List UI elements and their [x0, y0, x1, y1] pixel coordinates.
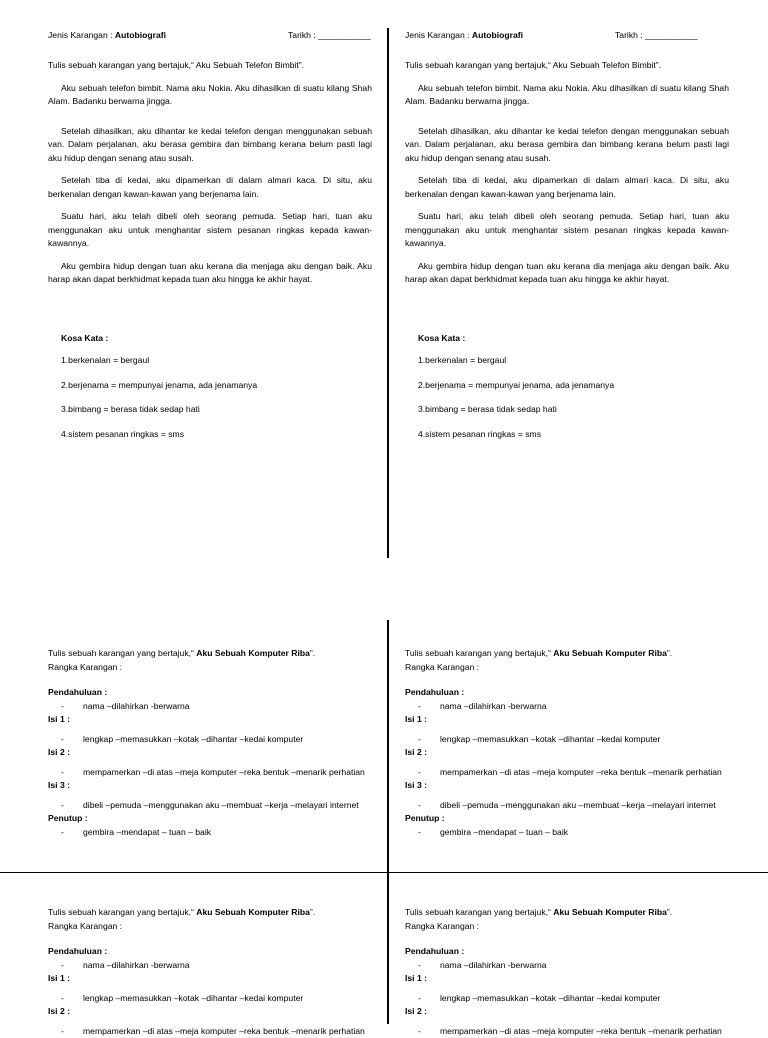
- date-field: [288, 29, 371, 43]
- outline-title: [405, 906, 735, 920]
- section-isi-1: Isi 1 :: [405, 972, 735, 986]
- outline-sheet: [48, 906, 378, 1038]
- outline-point-text: lengkap –memasukkan –kotak –dihantar –kedai komputer: [440, 993, 660, 1003]
- outline-point-text: nama –dilahirkan -berwarna: [440, 701, 547, 711]
- genre-value: Autobiografi: [115, 30, 166, 40]
- vertical-divider-top: [387, 28, 389, 558]
- section-penutup: Penutup :: [48, 812, 378, 826]
- bullet-dash: -: [418, 826, 421, 840]
- outline-title-suffix: ”.: [310, 907, 315, 917]
- section-pendahuluan: Pendahuluan :: [405, 945, 735, 959]
- outline-rangka: Rangka Karangan :: [405, 920, 735, 934]
- vocab-section: [405, 332, 729, 442]
- outline-point-text: mempamerkan –di atas –meja komputer –reka bentuk –menarik perhatian: [440, 767, 722, 777]
- bullet-dash: -: [418, 733, 421, 747]
- section-isi-2: Isi 2 :: [48, 1005, 378, 1019]
- outline-point-text: nama –dilahirkan -berwarna: [83, 960, 190, 970]
- outline-point-text: mempamerkan –di atas –meja komputer –reka bentuk –menarik perhatian: [83, 1026, 365, 1036]
- vocab-item: 2.berjenama = mempunyai jenama, ada jenamanya: [418, 379, 729, 393]
- horizontal-divider: [0, 872, 768, 873]
- bullet-dash: -: [61, 799, 64, 813]
- section-pendahuluan: Pendahuluan :: [48, 686, 378, 700]
- outline-title: [405, 647, 735, 661]
- vocab-item: 2.berjenama = mempunyai jenama, ada jenamanya: [61, 379, 372, 393]
- essay-paragraph: Setelah dihasilkan, aku dihantar ke kedai telefon dengan menggunakan sebuah van. Dalam perjalanan, aku berasa gembira dan bimbang kerana belum pasti lagi aku hidup dengan senang atau susah.: [48, 125, 372, 166]
- outline-point-text: mempamerkan –di atas –meja komputer –reka bentuk –menarik perhatian: [440, 1026, 722, 1036]
- essay-sheet-left: [48, 29, 372, 452]
- bullet-dash: -: [418, 992, 421, 1006]
- vocab-item: 1.berkenalan = bergaul: [418, 354, 729, 368]
- outline-point-text: lengkap –memasukkan –kotak –dihantar –kedai komputer: [83, 734, 303, 744]
- date-field: [615, 29, 698, 43]
- outline-point: [48, 1025, 378, 1038]
- outline-title-suffix: ”.: [667, 648, 672, 658]
- outline-point: [48, 959, 378, 973]
- section-isi-3: Isi 3 :: [405, 779, 735, 793]
- section-pendahuluan: Pendahuluan :: [405, 686, 735, 700]
- outline-point-text: nama –dilahirkan -berwarna: [83, 701, 190, 711]
- outline-point: [405, 992, 735, 1006]
- genre-value: Autobiografi: [472, 30, 523, 40]
- vocab-section: [48, 332, 372, 442]
- essay-paragraph: Aku sebuah telefon bimbit. Nama aku Nokia. Aku dihasilkan di suatu kilang Shah Alam. Badanku berwarna jingga.: [48, 82, 372, 109]
- outline-title-prefix: Tulis sebuah karangan yang bertajuk,“: [48, 907, 196, 917]
- essay-paragraph: Setelah tiba di kedai, aku dipamerkan di dalam almari kaca. Di situ, aku berkenalan dengan kawan-kawan yang berjenama lain.: [48, 174, 372, 201]
- outline-point: [405, 826, 735, 840]
- essay-paragraph: Aku gembira hidup dengan tuan aku kerana dia menjaga aku dengan baik. Aku harap akan dapat berkhidmat kepada tuan aku hingga ke akhir hayat.: [48, 260, 372, 287]
- genre-field: [48, 29, 166, 43]
- outline-point-text: mempamerkan –di atas –meja komputer –reka bentuk –menarik perhatian: [83, 767, 365, 777]
- essay-sheet-right: [405, 29, 729, 452]
- genre-label: Jenis Karangan :: [48, 30, 115, 40]
- vocab-item: 4.sistem pesanan ringkas = sms: [418, 428, 729, 442]
- bullet-dash: -: [61, 992, 64, 1006]
- date-label: Tarikh :: [615, 30, 645, 40]
- outline-point-text: lengkap –memasukkan –kotak –dihantar –kedai komputer: [440, 734, 660, 744]
- section-isi-1: Isi 1 :: [48, 972, 378, 986]
- outline-point-text: lengkap –memasukkan –kotak –dihantar –kedai komputer: [83, 993, 303, 1003]
- outline-point-text: dibeli –pemuda –menggunakan aku –membuat –kerja –melayari internet: [440, 800, 716, 810]
- genre-field: [405, 29, 523, 43]
- section-isi-2: Isi 2 :: [405, 1005, 735, 1019]
- outline-point-text: nama –dilahirkan -berwarna: [440, 960, 547, 970]
- outline-sheet: [405, 647, 735, 839]
- sheet-header: [405, 29, 729, 43]
- vocab-title: Kosa Kata :: [418, 332, 729, 346]
- outline-rangka: Rangka Karangan :: [48, 920, 378, 934]
- bullet-dash: -: [61, 959, 64, 973]
- outline-point: [405, 766, 735, 780]
- section-penutup: Penutup :: [405, 812, 735, 826]
- outline-point-text: dibeli –pemuda –menggunakan aku –membuat –kerja –melayari internet: [83, 800, 359, 810]
- vertical-divider-bottom: [387, 620, 389, 1024]
- bullet-dash: -: [61, 733, 64, 747]
- outline-sheet: [405, 906, 735, 1038]
- bullet-dash: -: [61, 766, 64, 780]
- bullet-dash: -: [61, 700, 64, 714]
- outline-point: [48, 992, 378, 1006]
- outline-title-suffix: ”.: [667, 907, 672, 917]
- section-pendahuluan: Pendahuluan :: [48, 945, 378, 959]
- outline-point: [48, 733, 378, 747]
- outline-sheet: [48, 647, 378, 839]
- outline-title: [48, 906, 378, 920]
- bullet-dash: -: [418, 766, 421, 780]
- outline-point: [48, 799, 378, 813]
- essay-paragraph: Setelah dihasilkan, aku dihantar ke kedai telefon dengan menggunakan sebuah van. Dalam perjalanan, aku berasa gembira dan bimbang kerana belum pasti lagi aku hidup dengan senang atau susah.: [405, 125, 729, 166]
- outline-point: [48, 700, 378, 714]
- outline-point: [48, 766, 378, 780]
- outline-title-prefix: Tulis sebuah karangan yang bertajuk,“: [405, 907, 553, 917]
- vocab-item: 1.berkenalan = bergaul: [61, 354, 372, 368]
- section-isi-1: Isi 1 :: [48, 713, 378, 727]
- outline-point: [405, 799, 735, 813]
- outline-title: [48, 647, 378, 661]
- bullet-dash: -: [418, 700, 421, 714]
- essay-title: Tulis sebuah karangan yang bertajuk,“ Aku Sebuah Telefon Bimbit”.: [405, 59, 729, 73]
- outline-title-prefix: Tulis sebuah karangan yang bertajuk,“: [48, 648, 196, 658]
- outline-title-suffix: ”.: [310, 648, 315, 658]
- section-isi-3: Isi 3 :: [48, 779, 378, 793]
- essay-paragraph: Aku gembira hidup dengan tuan aku kerana dia menjaga aku dengan baik. Aku harap akan dapat berkhidmat kepada tuan aku hingga ke akhir hayat.: [405, 260, 729, 287]
- section-isi-2: Isi 2 :: [405, 746, 735, 760]
- outline-rangka: Rangka Karangan :: [48, 661, 378, 675]
- vocab-item: 4.sistem pesanan ringkas = sms: [61, 428, 372, 442]
- section-isi-2: Isi 2 :: [48, 746, 378, 760]
- vocab-title: Kosa Kata :: [61, 332, 372, 346]
- sheet-header: [48, 29, 372, 43]
- date-blank: ___________: [318, 30, 371, 40]
- outline-title-topic: Aku Sebuah Komputer Riba: [553, 648, 667, 658]
- outline-point-text: gembira –mendapat – tuan – baik: [440, 827, 568, 837]
- date-label: Tarikh :: [288, 30, 318, 40]
- vocab-item: 3.bimbang = berasa tidak sedap hati: [61, 403, 372, 417]
- essay-title: Tulis sebuah karangan yang bertajuk,“ Aku Sebuah Telefon Bimbit”.: [48, 59, 372, 73]
- bullet-dash: -: [418, 1025, 421, 1038]
- outline-point: [405, 959, 735, 973]
- outline-point: [405, 733, 735, 747]
- outline-title-topic: Aku Sebuah Komputer Riba: [553, 907, 667, 917]
- outline-title-topic: Aku Sebuah Komputer Riba: [196, 648, 310, 658]
- outline-point-text: gembira –mendapat – tuan – baik: [83, 827, 211, 837]
- essay-paragraph: Suatu hari, aku telah dibeli oleh seorang pemuda. Setiap hari, tuan aku menggunakan aku untuk menghantar sistem pesanan ringkas kepada kawan-kawannya.: [48, 210, 372, 251]
- outline-point: [48, 826, 378, 840]
- bullet-dash: -: [418, 799, 421, 813]
- vocab-item: 3.bimbang = berasa tidak sedap hati: [418, 403, 729, 417]
- essay-paragraph: Suatu hari, aku telah dibeli oleh seorang pemuda. Setiap hari, tuan aku menggunakan aku untuk menghantar sistem pesanan ringkas kepada kawan-kawannya.: [405, 210, 729, 251]
- essay-paragraph: Setelah tiba di kedai, aku dipamerkan di dalam almari kaca. Di situ, aku berkenalan dengan kawan-kawan yang berjenama lain.: [405, 174, 729, 201]
- outline-title-prefix: Tulis sebuah karangan yang bertajuk,“: [405, 648, 553, 658]
- section-isi-1: Isi 1 :: [405, 713, 735, 727]
- bullet-dash: -: [61, 1025, 64, 1038]
- bullet-dash: -: [61, 826, 64, 840]
- date-blank: ___________: [645, 30, 698, 40]
- outline-point: [405, 700, 735, 714]
- outline-title-topic: Aku Sebuah Komputer Riba: [196, 907, 310, 917]
- essay-paragraph: Aku sebuah telefon bimbit. Nama aku Nokia. Aku dihasilkan di suatu kilang Shah Alam. Badanku berwarna jingga.: [405, 82, 729, 109]
- outline-point: [405, 1025, 735, 1038]
- outline-rangka: Rangka Karangan :: [405, 661, 735, 675]
- bullet-dash: -: [418, 959, 421, 973]
- genre-label: Jenis Karangan :: [405, 30, 472, 40]
